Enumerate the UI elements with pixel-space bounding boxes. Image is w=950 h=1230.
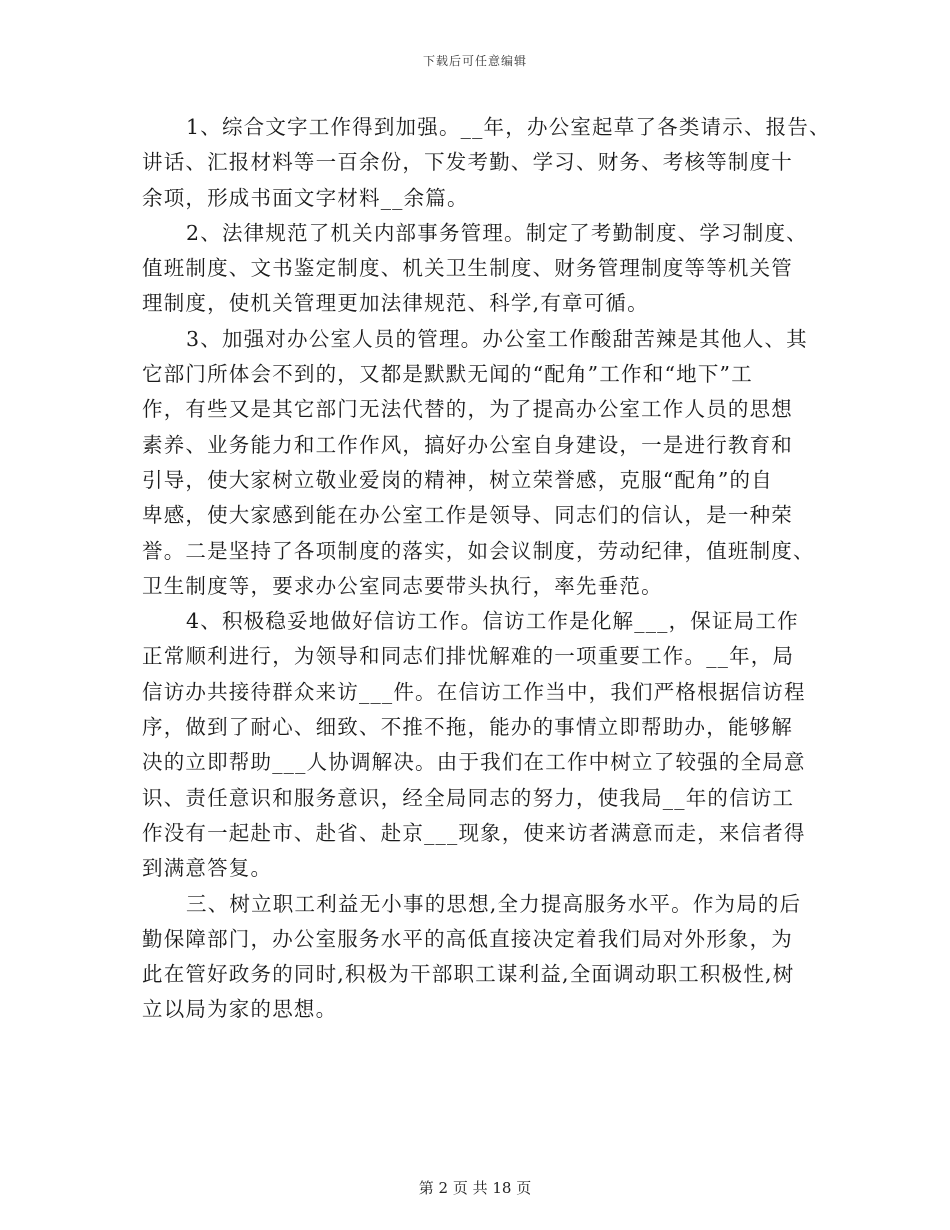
text-line: 决的立即帮助___人协调解决。由于我们在工作中树立了较强的全局意 (142, 750, 806, 775)
page-footer: 第 2 页 共 18 页 (418, 1179, 532, 1197)
text-line: 引导，使大家树立敬业爱岗的精神，树立荣誉感，克服“配角”的自 (142, 467, 773, 492)
paragraph (142, 110, 831, 216)
text-line: 余项，形成书面文字材料__余篇。 (142, 185, 469, 210)
text-line: 卫生制度等，要求办公室同志要带头执行，率先垂范。 (142, 573, 663, 598)
page-header: 下载后可任意编辑 (422, 54, 527, 68)
text-line: 信访办共接待群众来访___件。在信访工作当中，我们严格根据信访程 (142, 679, 806, 704)
text-line: 卑感，使大家感到能在办公室工作是领导、同志们的信认，是一种荣 (142, 503, 793, 528)
text-line: 此在管好政务的同时,积极为干部职工谋利益,全面调动职工积极性,树 (142, 962, 795, 987)
text-line: 素养、业务能力和工作作风，搞好办公室自身建设，一是进行教育和 (142, 432, 793, 457)
paragraph (142, 887, 822, 1028)
text-line: 理制度，使机关管理更加法律规范、科学,有章可循。 (142, 291, 649, 316)
text-line: 立以局为家的思想。 (142, 997, 338, 1022)
text-line: 作，有些又是其它部门无法代替的，为了提高办公室工作人员的思想 (142, 397, 793, 422)
text-line: 3、加强对办公室人员的管理。办公室工作酸甜苦辣是其他人、其 (186, 326, 808, 351)
text-line: 誉。二是坚持了各项制度的落实，如会议制度，劳动纪律，值班制度、 (142, 538, 815, 563)
paragraph (142, 322, 822, 604)
text-line: 勤保障部门，办公室服务水平的高低直接决定着我们局对外形象，为 (142, 926, 793, 951)
text-line: 1、综合文字工作得到加强。__年，办公室起草了各类请示、报告、 (186, 115, 831, 139)
document-body (142, 110, 831, 1028)
paragraph (142, 604, 822, 886)
text-line: 作没有一起赴市、赴省、赴京___现象，使来访者满意而走，来信者得 (142, 820, 806, 845)
text-line: 序，做到了耐心、细致、不推不拖，能办的事情立即帮助办，能够解 (142, 715, 793, 740)
text-line: 到满意答复。 (142, 856, 273, 881)
text-line: 值班制度、文书鉴定制度、机关卫生制度、财务管理制度等等机关管 (142, 256, 793, 281)
text-line: 识、责任意识和服务意识，经全局同志的努力，使我局__年的信访工 (142, 785, 795, 810)
text-line: 三、树立职工利益无小事的思想,全力提高服务水平。作为局的后 (186, 891, 802, 916)
text-line: 正常顺利进行，为领导和同志们排忧解难的一项重要工作。__年，局 (142, 644, 795, 669)
text-line: 讲话、汇报材料等一百余份，下发考勤、学习、财务、考核等制度十 (142, 150, 793, 175)
paragraph (142, 216, 822, 322)
text-line: 它部门所体会不到的，又都是默默无闻的“配角”工作和“地下”工 (142, 362, 753, 387)
text-line: 4、积极稳妥地做好信访工作。信访工作是化解___，保证局工作 (186, 609, 799, 634)
text-line: 2、法律规范了机关内部事务管理。制定了考勤制度、学习制度、 (186, 220, 808, 245)
